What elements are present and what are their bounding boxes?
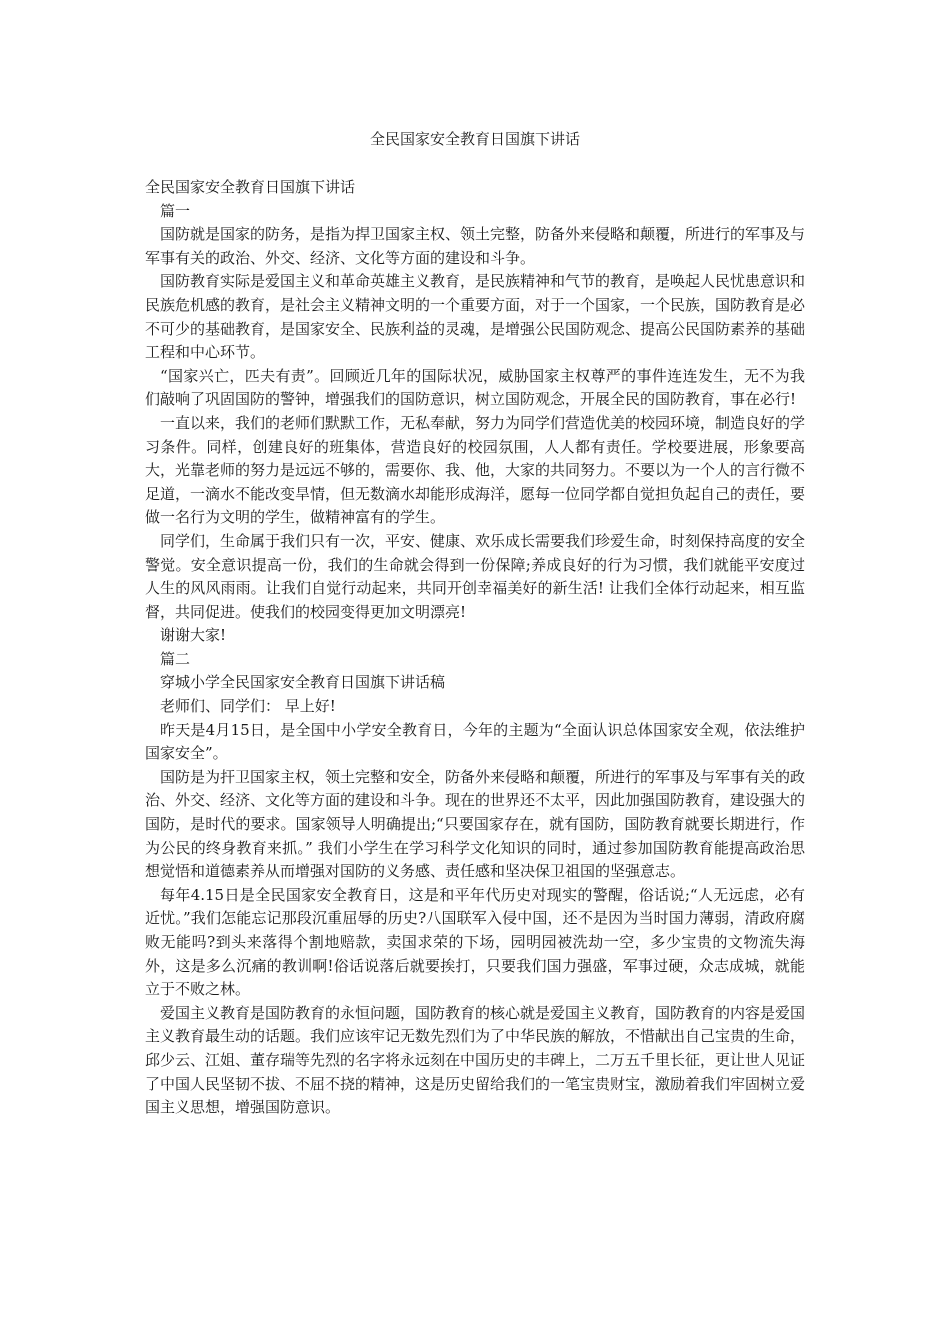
document-body bbox=[145, 176, 805, 1120]
section-label-2: 篇二 bbox=[160, 649, 191, 668]
paragraph: 国防是为扞卫国家主权，领土完整和安全，防备外来侵略和颠覆，所进行的军事及与军事有关的政治、外交、经济、文化等方面的建设和斗争。现在的世界还不太平，因此加强国防教育，建设强大的国防，是时代的要求。国家领导人明确提出;“只要国家存在，就有国防，国防教育就要长期进行，作为公民的终身教育来抓。” 我们小学生在学习科学文化知识的同时，通过参加国防教育能提高政治思想觉悟和道德素养从而增强对国防的义务感、责任感和坚决保卫祖国的坚强意志。 bbox=[145, 767, 806, 881]
greeting-line: 老师们、同学们： 早上好! bbox=[160, 697, 336, 716]
speech-title: 穿城小学全民国家安全教育日国旗下讲话稿 bbox=[160, 673, 446, 692]
heading-paragraph: 全民国家安全教育日国旗下讲话 bbox=[145, 178, 356, 196]
paragraph: 一直以来，我们的老师们默默工作，无私奉献，努力为同学们营造优美的校园环境，制造良好的学习条件。同样，创建良好的班集体，营造良好的校园氛围，人人都有责任。学校要进展，形象要高大，光靠老师的努力是远远不够的，需要你、我、他，大家的共同努力。不要以为一个人的言行微不足道，一滴水不能改变旱情，但无数滴水却能形成海洋，愿每一位同学都自觉担负起自己的责任，要做一名行为文明的学生，做精神富有的学生。 bbox=[145, 413, 806, 527]
paragraph: 同学们，生命属于我们只有一次，平安、健康、欢乐成长需要我们珍爱生命，时刻保持高度的安全警觉。安全意识提高一份，我们的生命就会得到一份保障;养成良好的行为习惯，我们就能平安度过人生的风风雨雨。让我们自觉行动起来，共同开创幸福美好的新生活! 让我们全体行动起来，相互监督，共同促进。使我们的校园变得更加文明漂亮! bbox=[145, 531, 806, 621]
paragraph: 爱国主义教育是国防教育的永恒问题，国防教育的核心就是爱国主义教育，国防教育的内容是爱国主义教育最生动的话题。我们应该牢记无数先烈们为了中华民族的解放，不惜献出自己宝贵的生命，邱少云、江姐、董存瑞等先烈的名字将永远刻在中国历史的丰碑上，二万五千里长征，更让世人见证了中国人民坚韧不拔、不屈不挠的精神，这是历史留给我们的一笔宝贵财宝，激励着我们牢固树立爱国主义思想，增强国防意识。 bbox=[145, 1003, 806, 1117]
section-label-1: 篇一 bbox=[160, 201, 191, 220]
document-title: 全民国家安全教育日国旗下讲话 bbox=[369, 130, 580, 148]
paragraph: 国防就是国家的防务，是指为捍卫国家主权、领土完整，防备外来侵略和颠覆，所进行的军事及与军事有关的政治、外交、经济、文化等方面的建设和斗争。 bbox=[145, 225, 806, 267]
paragraph: “国家兴亡，匹夫有责”。回顾近几年的国际状况，威胁国家主权尊严的事件连连发生，无不为我们敲响了巩固国防的警钟，增强我们的国防意识，树立国防观念，开展全民的国防教育，事在必行! bbox=[145, 366, 805, 409]
paragraph: 国防教育实际是爱国主义和革命英雄主义教育，是民族精神和气节的教育，是唤起人民忧患意识和民族危机感的教育，是社会主义精神文明的一个重要方面，对于一个国家，一个民族，国防教育是必不可少的基础教育，是国家安全、民族利益的灵魂，是增强公民国防观念、提高公民国防素养的基础工程和中心环节。 bbox=[145, 272, 806, 362]
paragraph: 昨天是4月15日，是全国中小学安全教育日，今年的主题为“全面认识总体国家安全观，依法维护国家安全”。 bbox=[145, 720, 805, 763]
paragraph: 每年4.15日是全民国家安全教育日，这是和平年代历史对现实的警醒，俗话说;“人无远虑，必有近忧。”我们怎能忘记那段沉重屈辱的历史?八国联军入侵中国，还不是因为当时国力薄弱，清政府腐败无能吗?到头来落得个割地赔款，卖国求荣的下场，园明园被洗劫一空，多少宝贵的文物流失海外，这是多么沉痛的教训啊!俗话说落后就要挨打，只要我们国力强盛，军事过硬，众志成城，就能立于不败之林。 bbox=[145, 885, 805, 999]
closing-line: 谢谢大家! bbox=[160, 626, 227, 645]
